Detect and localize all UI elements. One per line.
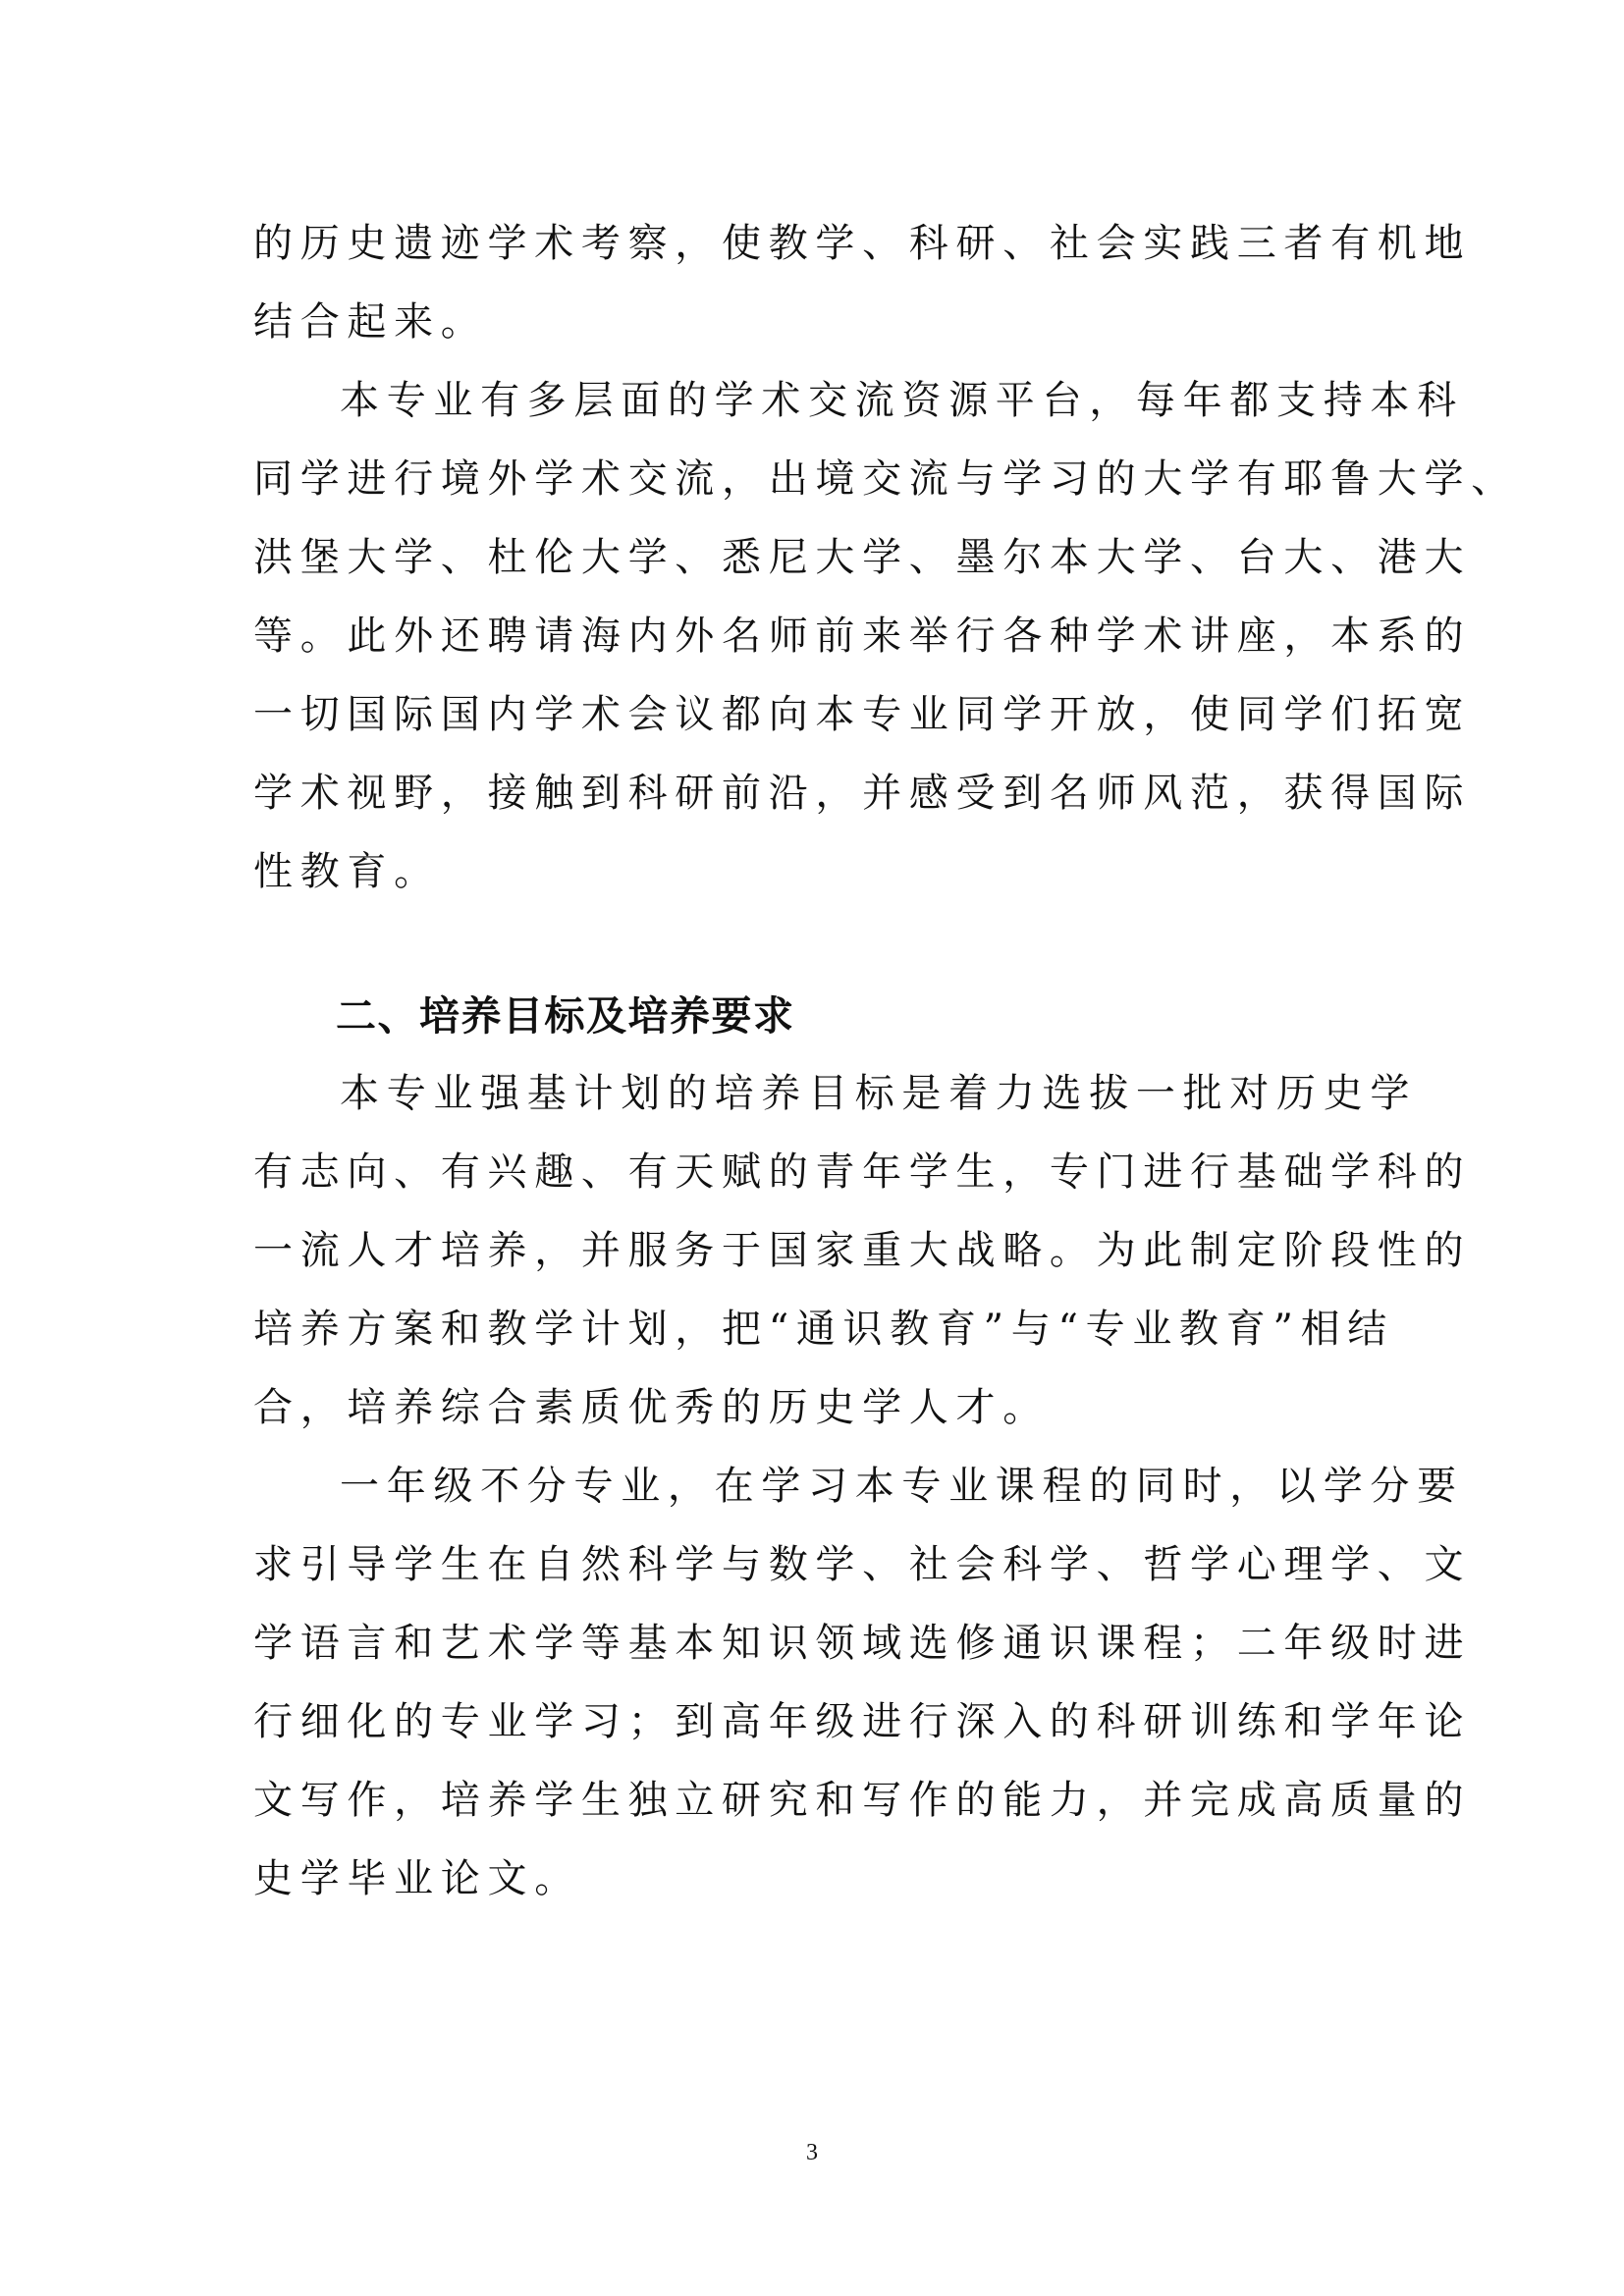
text-line: 史学毕业论文。 — [253, 1856, 581, 1901]
text-line: 一年级不分专业，在学习本专业课程的同时，以学分要 — [340, 1464, 1464, 1509]
text-line: 本专业有多层面的学术交流资源平台，每年都支持本科 — [340, 378, 1464, 423]
text-line: 同学进行境外学术交流，出境交流与学习的大学有耶鲁大学、 — [253, 456, 1518, 502]
text-line: 学语言和艺术学等基本知识领域选修通识课程；二年级时进 — [253, 1621, 1472, 1666]
text-line: 本专业强基计划的培养目标是着力选拔一批对历史学 — [340, 1071, 1418, 1116]
text-line: 一切国际国内学术会议都向本专业同学开放，使同学们拓宽 — [253, 692, 1472, 737]
text-line: 的历史遗迹学术考察，使教学、科研、社会实践三者有机地 — [253, 221, 1472, 266]
page-number: 3 — [806, 2140, 818, 2165]
text-line: 培养方案和教学计划，把“通识教育”与“专业教育”相结 — [253, 1307, 1394, 1352]
text-line: 结合起来。 — [253, 299, 488, 345]
section-heading: 二、培养目标及培养要求 — [336, 992, 795, 1040]
text-line: 行细化的专业学习；到高年级进行深入的科研训练和学年论 — [253, 1699, 1472, 1744]
text-line: 合，培养综合素质优秀的历史学人才。 — [253, 1385, 1050, 1430]
text-line: 性教育。 — [253, 849, 441, 894]
text-line: 洪堡大学、杜伦大学、悉尼大学、墨尔本大学、台大、港大 — [253, 535, 1472, 580]
text-line: 有志向、有兴趣、有天赋的青年学生，专门进行基础学科的 — [253, 1149, 1472, 1195]
text-line: 文写作，培养学生独立研究和写作的能力，并完成高质量的 — [253, 1778, 1472, 1823]
text-line: 求引导学生在自然科学与数学、社会科学、哲学心理学、文 — [253, 1542, 1472, 1587]
text-line: 等。此外还聘请海内外名师前来举行各种学术讲座，本系的 — [253, 614, 1472, 659]
text-line: 一流人才培养，并服务于国家重大战略。为此制定阶段性的 — [253, 1228, 1472, 1273]
text-line: 学术视野，接触到科研前沿，并感受到名师风范，获得国际 — [253, 771, 1472, 816]
